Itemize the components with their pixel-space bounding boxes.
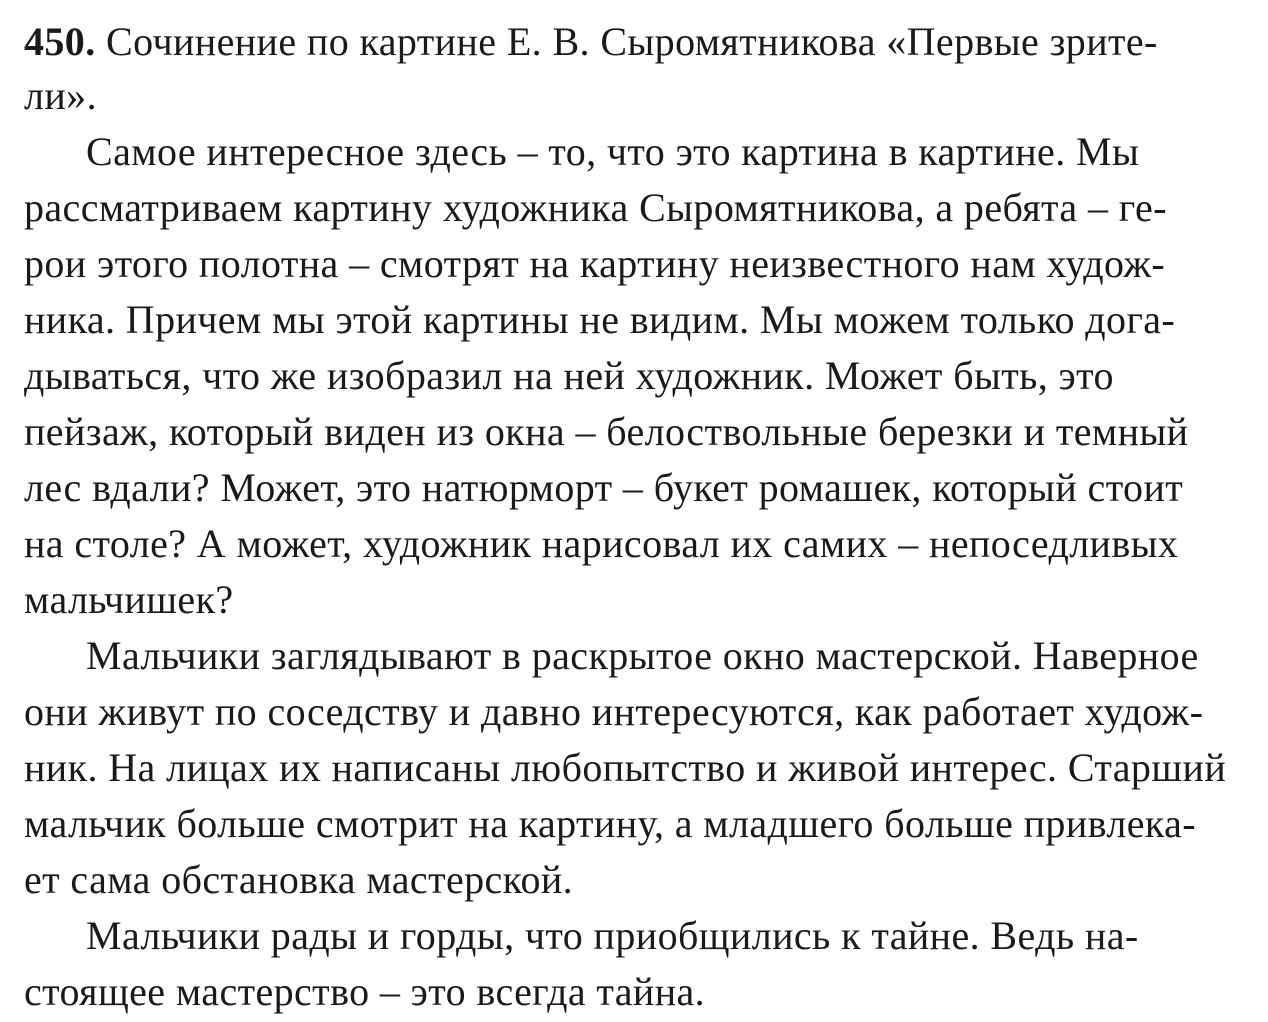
paragraph-3-line-2: стоящее мастерство – это всегда тайна. [24,969,706,1014]
paragraph-2-line-5: ет сама обстановка мастерской. [24,857,574,902]
paragraph-1-line-1: Самое интересное здесь – то, что это картина в картине. Мы [86,129,1140,174]
paragraph-2-line-1: Мальчики заглядывают в раскрытое окно мастерской. Наверное [86,633,1199,678]
exercise-title [24,14,1268,70]
exercise-title-continuation: ли». [24,73,97,118]
paragraph-1-line-7: лес вдали? Может, это натюрморт – букет ромашек, который стоит [24,465,1184,510]
paragraph-1-line-5: дываться, что же изобразил на ней художник. Может быть, это [24,353,1114,398]
paragraph-1-line-6: пейзаж, который виден из окна – белоствольные березки и темный [24,409,1189,454]
paragraph-2-line-3: ник. На лицах их написаны любопытство и живой интерес. Старший [24,745,1227,790]
document-page [24,6,1268,1022]
paragraph-1-line-8: на столе? А может, художник нарисовал их самих – непоседливых [24,521,1179,566]
paragraph-1-line-9: мальчишек? [24,577,234,622]
paragraph-1-line-4: ника. Причем мы этой картины не видим. Мы можем только дога- [24,297,1176,342]
paragraph-2-line-4: мальчик больше смотрит на картину, а младшего больше привлека- [24,801,1197,846]
paragraph-2-line-2: они живут по соседству и давно интересуются, как работает худож- [24,689,1204,734]
exercise-title-text: Сочинение по картине Е. В. Сыромятникова «Первые зрите- [106,19,1158,64]
exercise-number: 450. [24,19,96,64]
paragraph-3-line-1: Мальчики рады и горды, что приобщились к тайне. Ведь на- [86,913,1139,958]
paragraph-1-line-3: рои этого полотна – смотрят на картину неизвестного нам худож- [24,241,1166,286]
paragraph-1-line-2: рассматриваем картину художника Сыромятникова, а ребята – ге- [24,185,1167,230]
